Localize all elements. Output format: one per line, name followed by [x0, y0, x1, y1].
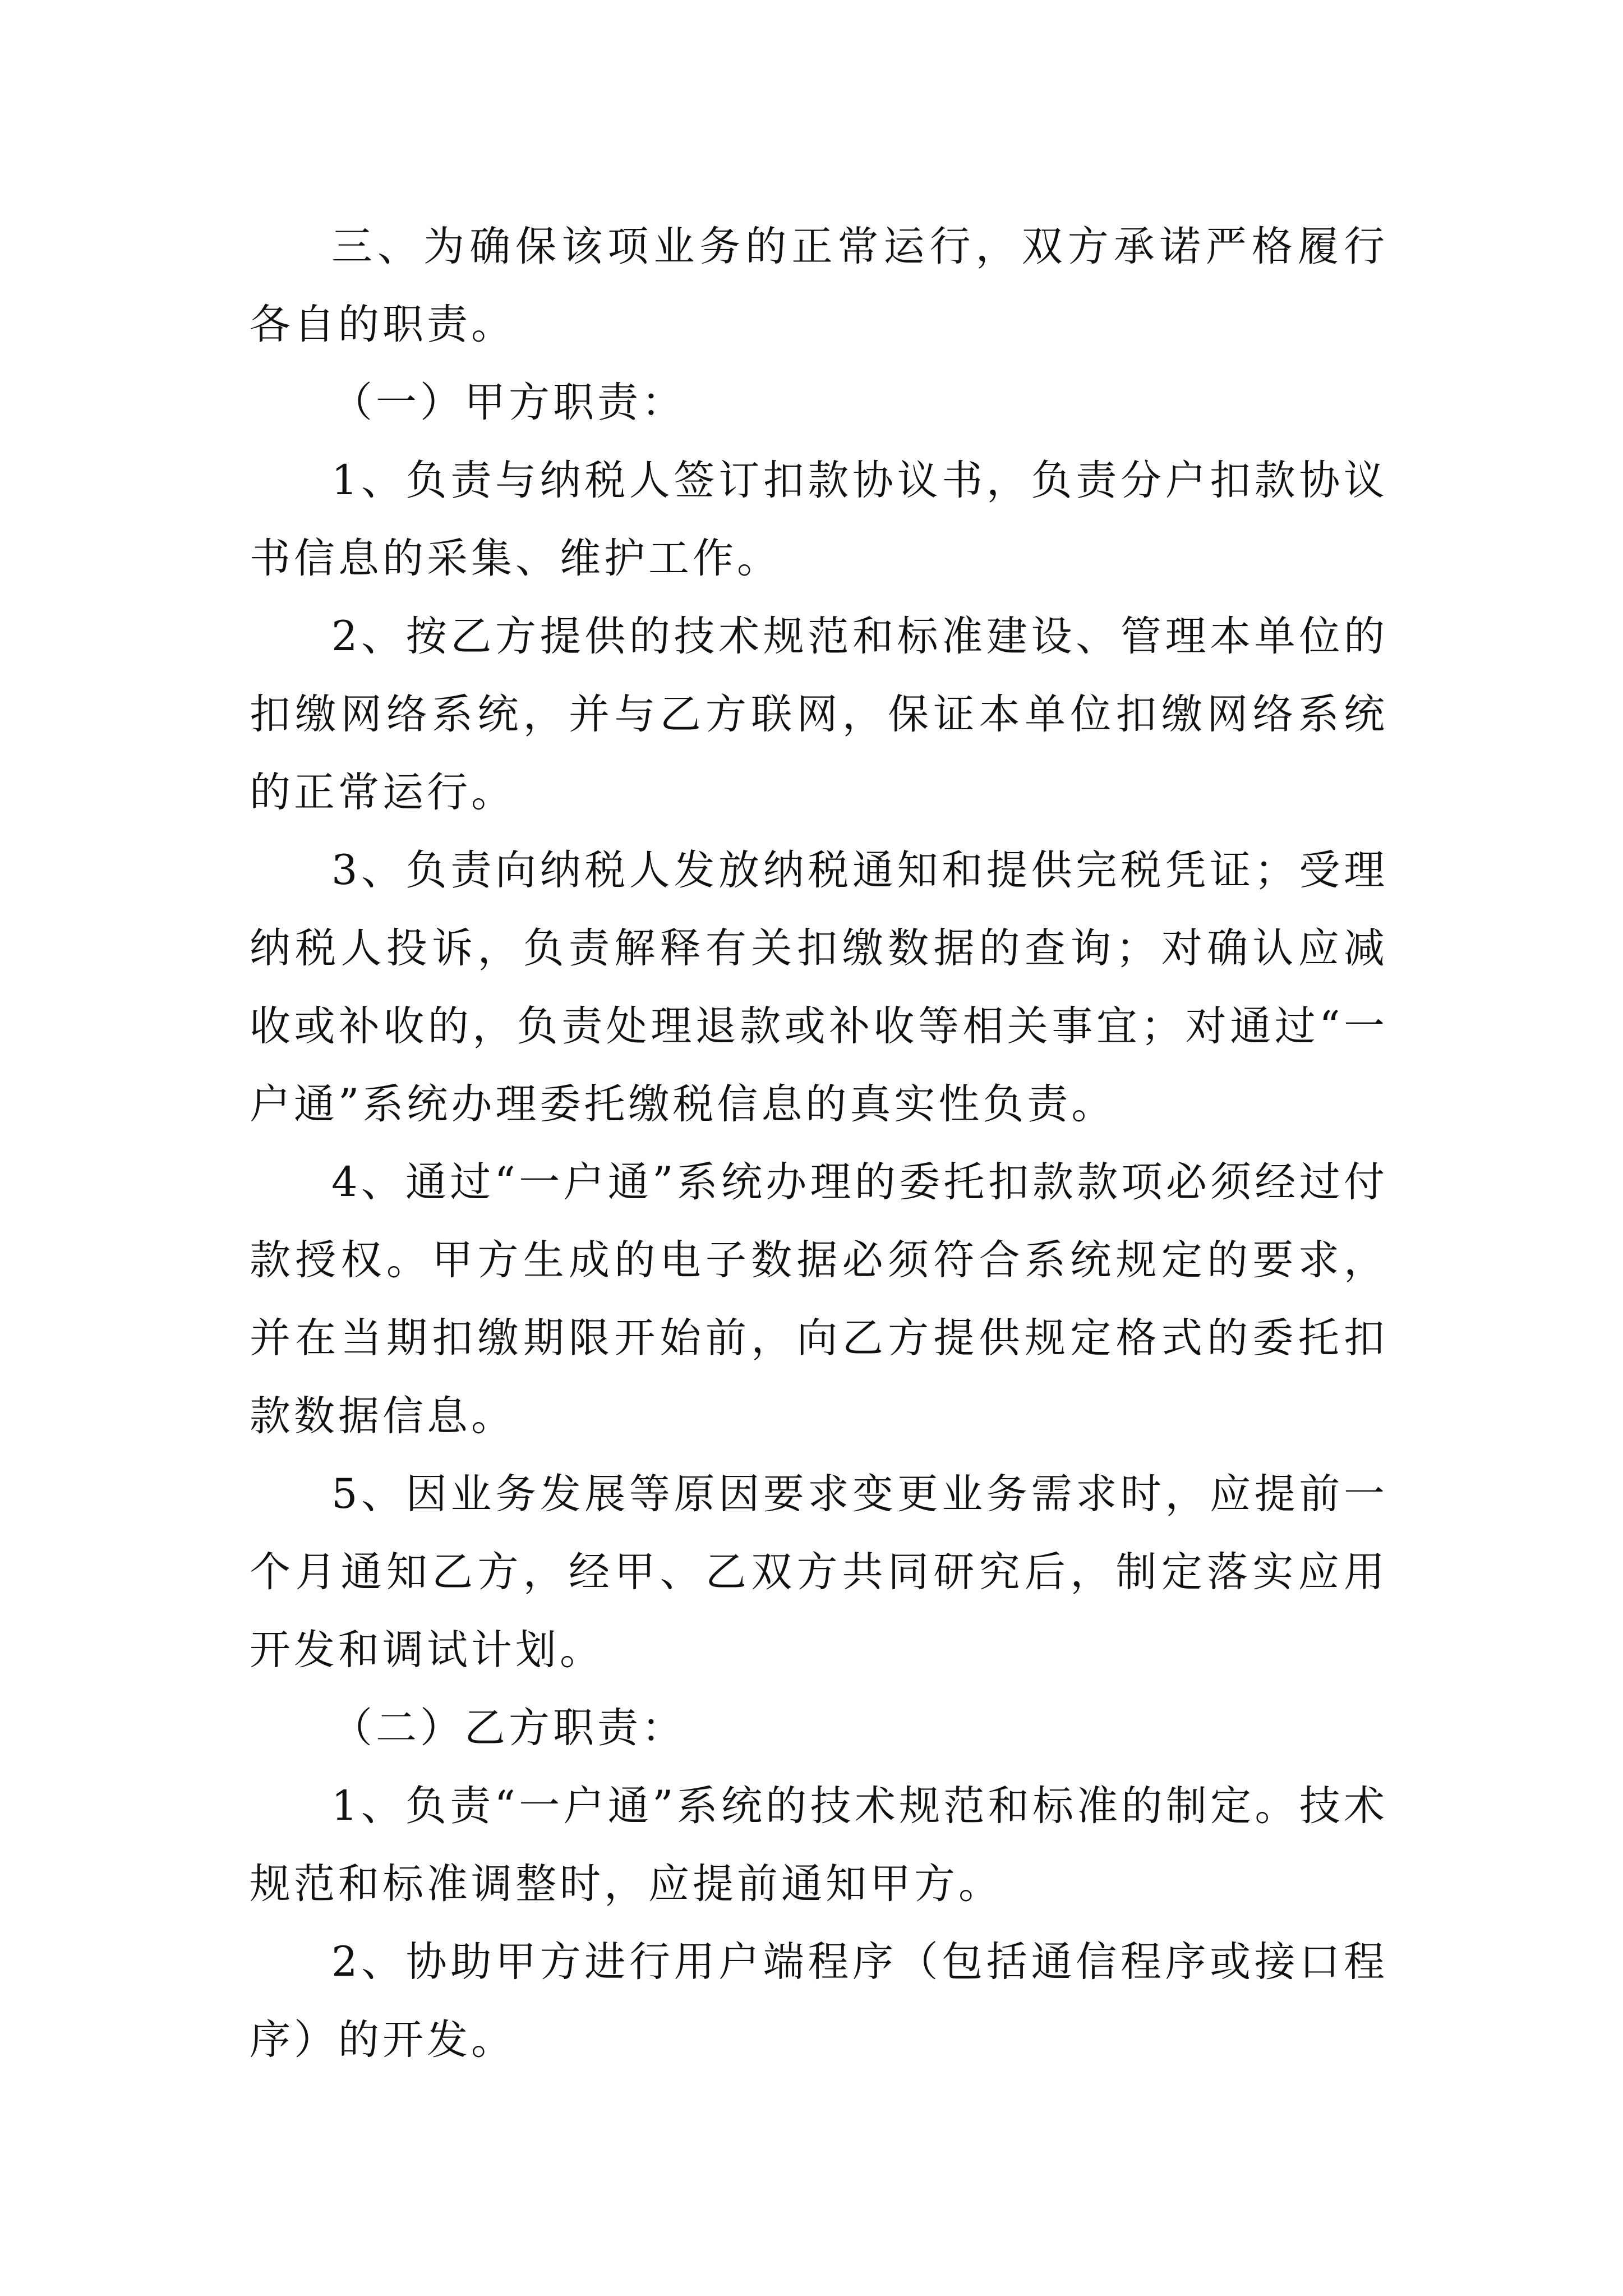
- party-a-item-2: 2、按乙方提供的技术规范和标准建设、管理本单位的扣缴网络系统，并与乙方联网，保证本单位扣缴网络系统的正常运行。: [250, 613, 1388, 816]
- party-a-item-1: 1、负责与纳税人签订扣款协议书，负责分户扣款协议书信息的采集、维护工作。: [250, 457, 1388, 582]
- party-b-heading: （二）乙方职责：: [331, 1704, 686, 1752]
- party-a-item-3: 3、负责向纳税人发放纳税通知和提供完税凭证；受理纳税人投诉，负责解释有关扣缴数据的查询；对确认应减收或补收的，负责处理退款或补收等相关事宜；对通过“一户通”系统办理委托缴税信息的真实性负责。: [250, 846, 1388, 1128]
- section-three-paragraph: 三、为确保该项业务的正常运行，双方承诺严格履行各自的职责。: [250, 223, 1388, 348]
- party-a-item-5: 5、因业务发展等原因要求变更业务需求时，应提前一个月通知乙方，经甲、乙双方共同研究后，制定落实应用开发和调试计划。: [250, 1470, 1388, 1674]
- party-a-heading: （一）甲方职责：: [331, 379, 686, 426]
- party-a-item-4: 4、通过“一户通”系统办理的委托扣款款项必须经过付款授权。甲方生成的电子数据必须符合系统规定的要求，并在当期扣缴期限开始前，向乙方提供规定格式的委托扣款数据信息。: [250, 1158, 1388, 1440]
- document-page: [250, 208, 1388, 2079]
- party-b-item-2: 2、协助甲方进行用户端程序（包括通信程序或接口程序）的开发。: [250, 1938, 1388, 2064]
- party-b-item-1: 1、负责“一户通”系统的技术规范和标准的制定。技术规范和标准调整时，应提前通知甲方。: [250, 1782, 1388, 1908]
